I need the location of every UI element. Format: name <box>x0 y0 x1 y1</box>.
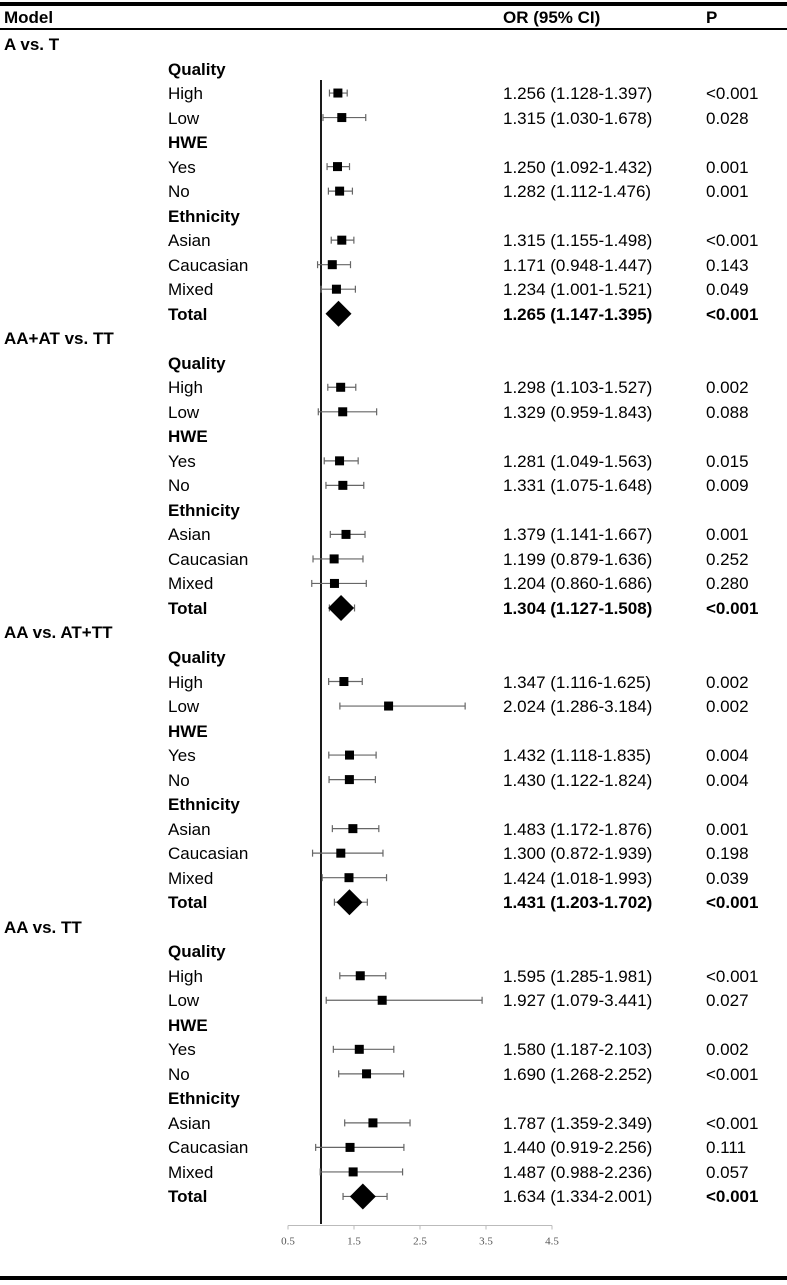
subgroup-label: Quality <box>168 59 226 79</box>
header-p: P <box>706 8 718 27</box>
model-label: A vs. T <box>4 35 60 54</box>
effect-square <box>336 849 345 858</box>
effect-square <box>328 260 337 269</box>
or-ci-text: 2.024 (1.286-3.184) <box>503 697 653 717</box>
header-or: OR (95% CI) <box>503 8 601 27</box>
model-label: AA vs. AT+TT <box>4 623 113 643</box>
effect-square <box>378 996 387 1005</box>
effect-square <box>355 1045 364 1054</box>
subgroup-label: Ethnicity <box>168 795 240 815</box>
effect-square <box>338 407 347 416</box>
effect-square <box>342 530 351 539</box>
study-label: No <box>168 1064 190 1084</box>
study-label: Caucasian <box>168 549 249 569</box>
pooled-diamond <box>328 595 354 621</box>
or-ci-text: 1.580 (1.187-2.103) <box>503 1040 653 1060</box>
study-label: Mixed <box>168 280 214 300</box>
effect-square <box>333 162 342 171</box>
study-label: Asian <box>168 819 211 839</box>
p-value: <0.001 <box>706 1064 759 1084</box>
effect-square <box>346 1143 355 1152</box>
study-label: No <box>168 182 190 202</box>
or-ci-text: 1.331 (1.075-1.648) <box>503 476 653 496</box>
effect-square <box>345 751 354 760</box>
study-label: High <box>168 84 203 104</box>
subgroup-label: HWE <box>168 427 208 447</box>
subgroup-label: Ethnicity <box>168 500 240 520</box>
study-label: High <box>168 672 203 692</box>
p-value: 0.111 <box>706 1138 747 1158</box>
study-label: No <box>168 476 190 496</box>
subgroup-label: HWE <box>168 133 208 153</box>
or-ci-text: 1.690 (1.268-2.252) <box>503 1064 653 1084</box>
effect-square <box>338 481 347 490</box>
study-label: Asian <box>168 1113 211 1133</box>
p-value: <0.001 <box>706 598 759 618</box>
effect-square <box>337 236 346 245</box>
p-value: 0.057 <box>706 1162 749 1182</box>
effect-square <box>368 1118 377 1127</box>
p-value: 0.001 <box>706 182 749 202</box>
p-value: 0.252 <box>706 549 749 569</box>
or-ci-text: 1.298 (1.103-1.527) <box>503 378 653 398</box>
study-label: Mixed <box>168 868 214 888</box>
or-ci-text: 1.250 (1.092-1.432) <box>503 157 653 177</box>
p-value: 0.027 <box>706 991 749 1011</box>
or-ci-text: 1.431 (1.203-1.702) <box>503 893 653 913</box>
total-label: Total <box>168 1187 208 1207</box>
or-ci-text: 1.424 (1.018-1.993) <box>503 868 653 888</box>
subgroup-label: Ethnicity <box>168 206 240 226</box>
total-label: Total <box>168 598 208 618</box>
p-value: 0.039 <box>706 868 749 888</box>
study-label: Low <box>168 991 200 1011</box>
or-ci-text: 1.440 (0.919-2.256) <box>503 1138 653 1158</box>
p-value: 0.001 <box>706 525 749 545</box>
pooled-diamond <box>350 1183 376 1209</box>
or-ci-text: 1.256 (1.128-1.397) <box>503 84 653 104</box>
or-ci-text: 1.595 (1.285-1.981) <box>503 966 653 986</box>
effect-square <box>333 89 342 98</box>
p-value: 0.198 <box>706 844 749 864</box>
subgroup-label: Quality <box>168 942 226 962</box>
effect-square <box>356 971 365 980</box>
p-value: 0.002 <box>706 1040 749 1060</box>
p-value: <0.001 <box>706 1113 759 1133</box>
p-value: 0.004 <box>706 746 749 766</box>
effect-square <box>330 579 339 588</box>
effect-square <box>345 775 354 784</box>
study-label: No <box>168 770 190 790</box>
subgroup-label: HWE <box>168 1015 208 1035</box>
or-ci-text: 1.487 (0.988-2.236) <box>503 1162 653 1182</box>
study-label: Low <box>168 697 200 717</box>
study-label: Yes <box>168 451 196 471</box>
pooled-diamond <box>325 301 351 327</box>
or-ci-text: 1.379 (1.141-1.667) <box>503 525 653 545</box>
bottom-border-rule <box>0 1276 787 1280</box>
study-label: Low <box>168 402 200 422</box>
p-value: 0.002 <box>706 697 749 717</box>
effect-square <box>362 1069 371 1078</box>
p-value: <0.001 <box>706 304 759 324</box>
study-label: Low <box>168 108 200 128</box>
or-ci-text: 1.281 (1.049-1.563) <box>503 451 653 471</box>
p-value: 0.028 <box>706 108 749 128</box>
p-value: 0.002 <box>706 378 749 398</box>
study-label: High <box>168 966 203 986</box>
study-label: Mixed <box>168 1162 214 1182</box>
or-ci-text: 1.634 (1.334-2.001) <box>503 1187 653 1207</box>
total-label: Total <box>168 304 208 324</box>
study-label: Yes <box>168 1040 196 1060</box>
model-label: AA+AT vs. TT <box>4 329 114 349</box>
total-label: Total <box>168 893 208 913</box>
or-ci-text: 1.204 (0.860-1.686) <box>503 574 653 594</box>
or-ci-text: 1.199 (0.879-1.636) <box>503 549 653 569</box>
p-value: 0.049 <box>706 280 749 300</box>
effect-square <box>344 873 353 882</box>
or-ci-text: 1.483 (1.172-1.876) <box>503 819 653 839</box>
or-ci-text: 1.300 (0.872-1.939) <box>503 844 653 864</box>
or-ci-text: 1.282 (1.112-1.476) <box>503 182 652 202</box>
effect-square <box>348 824 357 833</box>
p-value: 0.004 <box>706 770 749 790</box>
or-ci-text: 1.329 (0.959-1.843) <box>503 402 653 422</box>
effect-square <box>384 702 393 711</box>
pooled-diamond <box>336 889 362 915</box>
study-label: Mixed <box>168 574 214 594</box>
p-value: <0.001 <box>706 966 759 986</box>
effect-square <box>336 383 345 392</box>
study-label: Caucasian <box>168 844 249 864</box>
subgroup-label: Quality <box>168 648 226 667</box>
p-value: 0.015 <box>706 451 749 471</box>
study-label: Caucasian <box>168 1138 249 1158</box>
effect-square <box>335 187 344 196</box>
or-ci-text: 1.265 (1.147-1.395) <box>503 304 653 324</box>
x-tick-label: 1.5 <box>347 1235 361 1248</box>
or-ci-text: 1.432 (1.118-1.835) <box>503 746 652 766</box>
p-value: <0.001 <box>706 1187 759 1207</box>
effect-square <box>330 554 339 563</box>
p-value: 0.280 <box>706 574 749 594</box>
x-tick-label: 3.5 <box>479 1235 493 1248</box>
p-value: 0.143 <box>706 255 749 275</box>
effect-square <box>335 456 344 465</box>
study-label: Asian <box>168 525 211 545</box>
p-value: <0.001 <box>706 84 759 104</box>
study-label: Asian <box>168 231 211 251</box>
p-value: 0.088 <box>706 402 749 422</box>
effect-square <box>337 113 346 122</box>
effect-square <box>332 285 341 294</box>
or-ci-text: 1.171 (0.948-1.447) <box>503 255 653 275</box>
model-label: AA vs. TT <box>4 917 82 937</box>
x-tick-label: 4.5 <box>545 1235 559 1248</box>
header-model: Model <box>4 8 54 27</box>
study-label: Yes <box>168 746 196 766</box>
x-tick-label: 0.5 <box>281 1235 295 1248</box>
or-ci-text: 1.304 (1.127-1.508) <box>503 598 653 618</box>
study-label: Yes <box>168 157 196 177</box>
subgroup-label: HWE <box>168 721 208 741</box>
or-ci-text: 1.234 (1.001-1.521) <box>503 280 653 300</box>
study-label: High <box>168 378 203 398</box>
or-ci-text: 1.430 (1.122-1.824) <box>503 770 653 790</box>
p-value: 0.001 <box>706 819 749 839</box>
or-ci-text: 1.787 (1.359-2.349) <box>503 1113 653 1133</box>
effect-square <box>349 1167 358 1176</box>
p-value: 0.009 <box>706 476 749 496</box>
p-value: <0.001 <box>706 231 759 251</box>
study-label: Caucasian <box>168 255 249 275</box>
or-ci-text: 1.347 (1.116-1.625) <box>503 672 652 692</box>
effect-square <box>339 677 348 686</box>
x-tick-label: 2.5 <box>413 1235 427 1248</box>
or-ci-text: 1.315 (1.030-1.678) <box>503 108 653 128</box>
or-ci-text: 1.315 (1.155-1.498) <box>503 231 653 251</box>
p-value: 0.001 <box>706 157 749 177</box>
p-value: 0.002 <box>706 672 749 692</box>
p-value: <0.001 <box>706 893 759 913</box>
subgroup-label: Quality <box>168 353 226 373</box>
subgroup-label: Ethnicity <box>168 1089 240 1109</box>
or-ci-text: 1.927 (1.079-3.441) <box>503 991 653 1011</box>
